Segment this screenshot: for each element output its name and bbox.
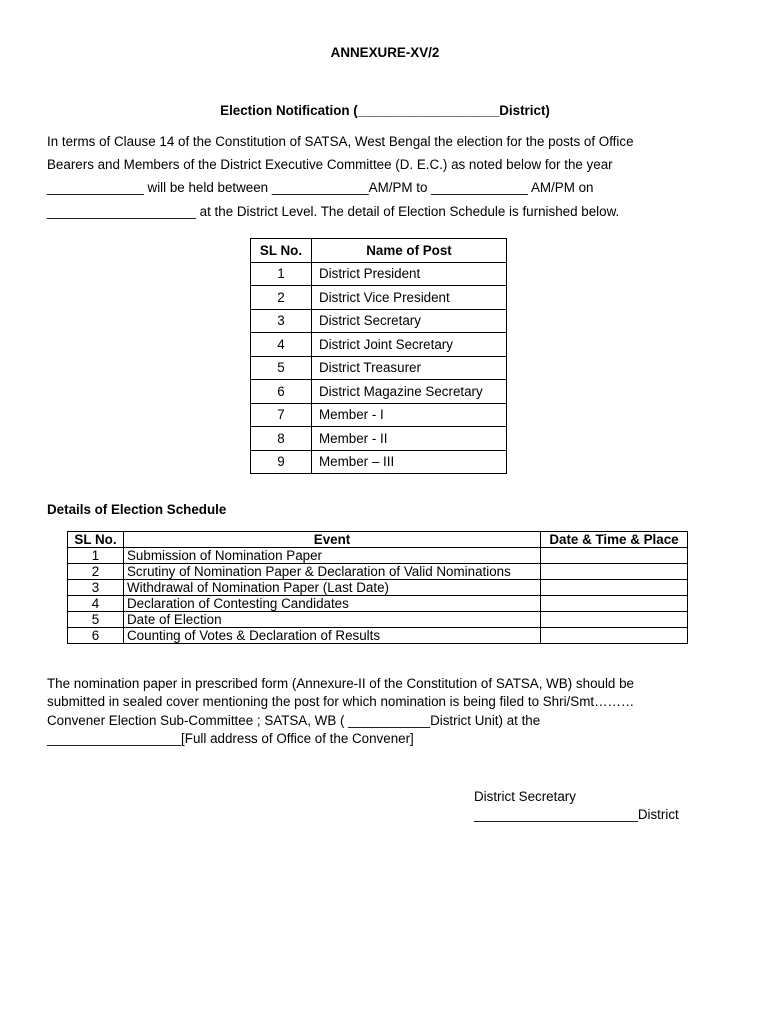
posts-name-cell: District Secretary bbox=[312, 309, 507, 333]
posts-sl-cell: 3 bbox=[251, 309, 312, 333]
schedule-event-cell: Counting of Votes & Declaration of Results bbox=[124, 628, 541, 644]
posts-sl-cell: 1 bbox=[251, 262, 312, 286]
posts-sl-cell: 5 bbox=[251, 356, 312, 380]
posts-name-cell: Member - I bbox=[312, 403, 507, 427]
posts-sl-cell: 2 bbox=[251, 286, 312, 310]
closing-line: submitted in sealed cover mentioning the post for which nomination is being filed to Shri/Smt……… bbox=[47, 694, 635, 710]
schedule-datetime-cell bbox=[541, 548, 688, 564]
posts-row bbox=[251, 380, 507, 404]
signature-district: ______________________District bbox=[474, 807, 679, 822]
schedule-event-cell: Declaration of Contesting Candidates bbox=[124, 596, 541, 612]
posts-name-cell: District Vice President bbox=[312, 286, 507, 310]
schedule-row bbox=[68, 628, 688, 644]
posts-name-cell: Member – III bbox=[312, 450, 507, 474]
schedule-datetime-cell bbox=[541, 564, 688, 580]
closing-line: __________________[Full address of Office of the Convener] bbox=[47, 731, 414, 747]
posts-row bbox=[251, 356, 507, 380]
schedule-sl-cell: 2 bbox=[68, 564, 124, 580]
posts-name-cell: District Treasurer bbox=[312, 356, 507, 380]
posts-sl-cell: 9 bbox=[251, 450, 312, 474]
schedule-header-datetime: Date & Time & Place bbox=[541, 532, 688, 548]
closing-line: The nomination paper in prescribed form (Annexure-II of the Constitution of SATSA, WB) should be bbox=[47, 676, 634, 691]
schedule-header-sl: SL No. bbox=[68, 532, 124, 548]
schedule-sl-cell: 6 bbox=[68, 628, 124, 644]
schedule-event-cell: Scrutiny of Nomination Paper & Declaration of Valid Nominations bbox=[124, 564, 541, 580]
posts-table-body bbox=[251, 262, 507, 474]
schedule-row bbox=[68, 596, 688, 612]
intro-line: In terms of Clause 14 of the Constitution of SATSA, West Bengal the election for the posts of Office bbox=[47, 134, 634, 149]
posts-name-cell: District Magazine Secretary bbox=[312, 380, 507, 404]
posts-header-name: Name of Post bbox=[312, 239, 507, 263]
posts-row bbox=[251, 309, 507, 333]
notification-title: Election Notification (___________________District) bbox=[220, 103, 550, 118]
schedule-header-event: Event bbox=[124, 532, 541, 548]
schedule-datetime-cell bbox=[541, 596, 688, 612]
intro-line: Bearers and Members of the District Executive Committee (D. E.C.) as noted below for the year bbox=[47, 157, 613, 173]
schedule-datetime-cell bbox=[541, 628, 688, 644]
closing-paragraph bbox=[47, 675, 747, 749]
schedule-sl-cell: 4 bbox=[68, 596, 124, 612]
schedule-event-cell: Withdrawal of Nomination Paper (Last Date) bbox=[124, 580, 541, 596]
signature-block bbox=[474, 788, 679, 824]
posts-name-cell: District Joint Secretary bbox=[312, 333, 507, 357]
schedule-sl-cell: 5 bbox=[68, 612, 124, 628]
intro-paragraph bbox=[47, 130, 737, 223]
posts-name-cell: District President bbox=[312, 262, 507, 286]
schedule-event-cell: Date of Election bbox=[124, 612, 541, 628]
closing-line: Convener Election Sub-Committee ; SATSA, WB ( ___________District Unit) at the bbox=[47, 712, 541, 728]
intro-line: ____________________ at the District Level. The detail of Election Schedule is furnished below. bbox=[47, 203, 620, 219]
schedule-event-cell: Submission of Nomination Paper bbox=[124, 548, 541, 564]
posts-row bbox=[251, 403, 507, 427]
posts-header-row bbox=[251, 239, 507, 263]
schedule-table bbox=[67, 531, 688, 644]
schedule-table-body bbox=[68, 548, 688, 644]
schedule-sl-cell: 1 bbox=[68, 548, 124, 564]
schedule-datetime-cell bbox=[541, 580, 688, 596]
posts-row bbox=[251, 262, 507, 286]
posts-header-sl: SL No. bbox=[251, 239, 312, 263]
schedule-datetime-cell bbox=[541, 612, 688, 628]
schedule-row bbox=[68, 612, 688, 628]
schedule-row bbox=[68, 580, 688, 596]
posts-name-cell: Member - II bbox=[312, 427, 507, 451]
schedule-sl-cell: 3 bbox=[68, 580, 124, 596]
posts-sl-cell: 6 bbox=[251, 380, 312, 404]
schedule-heading: Details of Election Schedule bbox=[47, 502, 227, 517]
posts-table bbox=[250, 238, 507, 474]
signature-title: District Secretary bbox=[474, 789, 576, 804]
posts-row bbox=[251, 427, 507, 451]
posts-sl-cell: 7 bbox=[251, 403, 312, 427]
schedule-row bbox=[68, 564, 688, 580]
schedule-row bbox=[68, 548, 688, 564]
posts-sl-cell: 8 bbox=[251, 427, 312, 451]
schedule-header-row bbox=[68, 532, 688, 548]
posts-row bbox=[251, 286, 507, 310]
posts-sl-cell: 4 bbox=[251, 333, 312, 357]
posts-row bbox=[251, 333, 507, 357]
annexure-title: ANNEXURE-XV/2 bbox=[330, 45, 440, 60]
intro-line: _____________ will be held between _____________AM/PM to _____________ AM/PM on bbox=[47, 180, 594, 196]
posts-row bbox=[251, 450, 507, 474]
